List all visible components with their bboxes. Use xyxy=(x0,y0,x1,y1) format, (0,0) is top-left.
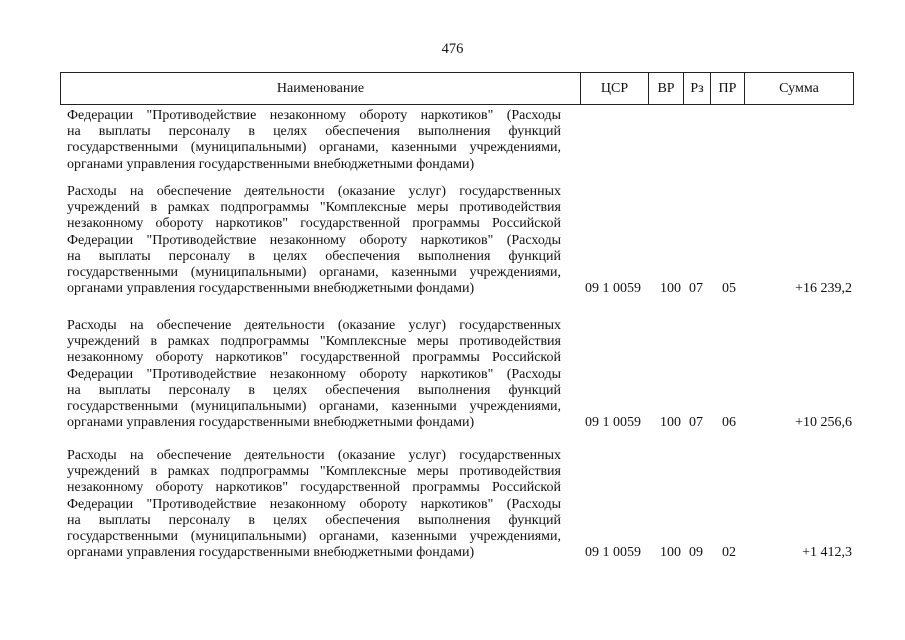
row-name-line: Федерации "Противодействие незаконному обороту наркотиков" (Расходы xyxy=(67,232,561,248)
row-name-line: Расходы на обеспечение деятельности (оказание услуг) государственных xyxy=(67,318,561,333)
row-values xyxy=(67,156,857,173)
row-csr: 09 1 0059 xyxy=(585,281,641,297)
row-name-line: органами управления государственными внебюджетными фондами) xyxy=(67,281,475,297)
row-rz: 09 xyxy=(689,545,703,561)
row-name-line: Федерации "Противодействие незаконному обороту наркотиков" (Расходы xyxy=(67,496,561,512)
row-csr: 09 1 0059 xyxy=(585,545,641,561)
row-name-line: государственными (муниципальными) органами, казенными учреждениями, xyxy=(67,140,561,156)
row-pr: 06 xyxy=(722,415,736,431)
column-header-csr: ЦСР xyxy=(581,73,649,104)
row-name-line: учреждений в рамках подпрограммы "Комплексные меры противодействия xyxy=(67,200,561,216)
row-name-line: учреждений в рамках подпрограммы "Комплексные меры противодействия xyxy=(67,334,561,350)
row-sum: +10 256,6 xyxy=(795,415,852,431)
row-sum: +1 412,3 xyxy=(802,545,852,561)
column-header-pr: ПР xyxy=(711,73,745,104)
row-name-line: государственными (муниципальными) органами, казенными учреждениями, xyxy=(67,399,561,415)
row-name-line: на выплаты персоналу в целях обеспечения выполнения функций xyxy=(67,248,561,264)
row-pr: 02 xyxy=(722,545,736,561)
row-name-line: государственными (муниципальными) органами, казенными учреждениями, xyxy=(67,529,561,545)
row-name-line: незаконному обороту наркотиков" государственной программы Российской xyxy=(67,216,561,232)
page-number: 476 xyxy=(441,41,464,57)
table-row xyxy=(67,318,857,431)
row-rz: 07 xyxy=(689,281,703,297)
row-name-line: органами управления государственными внебюджетными фондами) xyxy=(67,156,475,172)
row-name-line: органами управления государственными внебюджетными фондами) xyxy=(67,415,475,431)
column-header-name: Наименование xyxy=(61,73,581,104)
table-row xyxy=(67,448,857,561)
column-header-vr: ВР xyxy=(649,73,684,104)
row-name-line: незаконному обороту наркотиков" государственной программы Российской xyxy=(67,350,561,366)
row-name-line: учреждений в рамках подпрограммы "Комплексные меры противодействия xyxy=(67,464,561,480)
row-vr: 100 xyxy=(660,415,681,431)
row-vr: 100 xyxy=(660,281,681,297)
row-pr: 05 xyxy=(722,281,736,297)
table-header xyxy=(60,72,854,105)
table-row xyxy=(67,184,857,297)
table-row xyxy=(67,108,857,173)
row-values xyxy=(67,544,857,561)
row-sum: +16 239,2 xyxy=(795,281,852,297)
row-values xyxy=(67,280,857,297)
column-header-sum: Сумма xyxy=(779,80,819,96)
row-name-line: Федерации "Противодействие незаконному обороту наркотиков" (Расходы xyxy=(67,108,561,123)
row-vr: 100 xyxy=(660,545,681,561)
row-name-line: незаконному обороту наркотиков" государственной программы Российской xyxy=(67,480,561,496)
row-name-line: Расходы на обеспечение деятельности (оказание услуг) государственных xyxy=(67,448,561,463)
row-csr: 09 1 0059 xyxy=(585,415,641,431)
row-name-line: на выплаты персоналу в целях обеспечения выполнения функций xyxy=(67,512,561,528)
row-name-line: на выплаты персоналу в целях обеспечения выполнения функций xyxy=(67,382,561,398)
row-name-line: Расходы на обеспечение деятельности (оказание услуг) государственных xyxy=(67,184,561,199)
row-name-line: на выплаты персоналу в целях обеспечения выполнения функций xyxy=(67,124,561,140)
row-name-line: государственными (муниципальными) органами, казенными учреждениями, xyxy=(67,265,561,281)
row-name-line: Федерации "Противодействие незаконному обороту наркотиков" (Расходы xyxy=(67,366,561,382)
column-header-rz: Рз xyxy=(684,73,711,104)
row-values xyxy=(67,414,857,431)
row-name-line: органами управления государственными внебюджетными фондами) xyxy=(67,545,475,561)
row-rz: 07 xyxy=(689,415,703,431)
